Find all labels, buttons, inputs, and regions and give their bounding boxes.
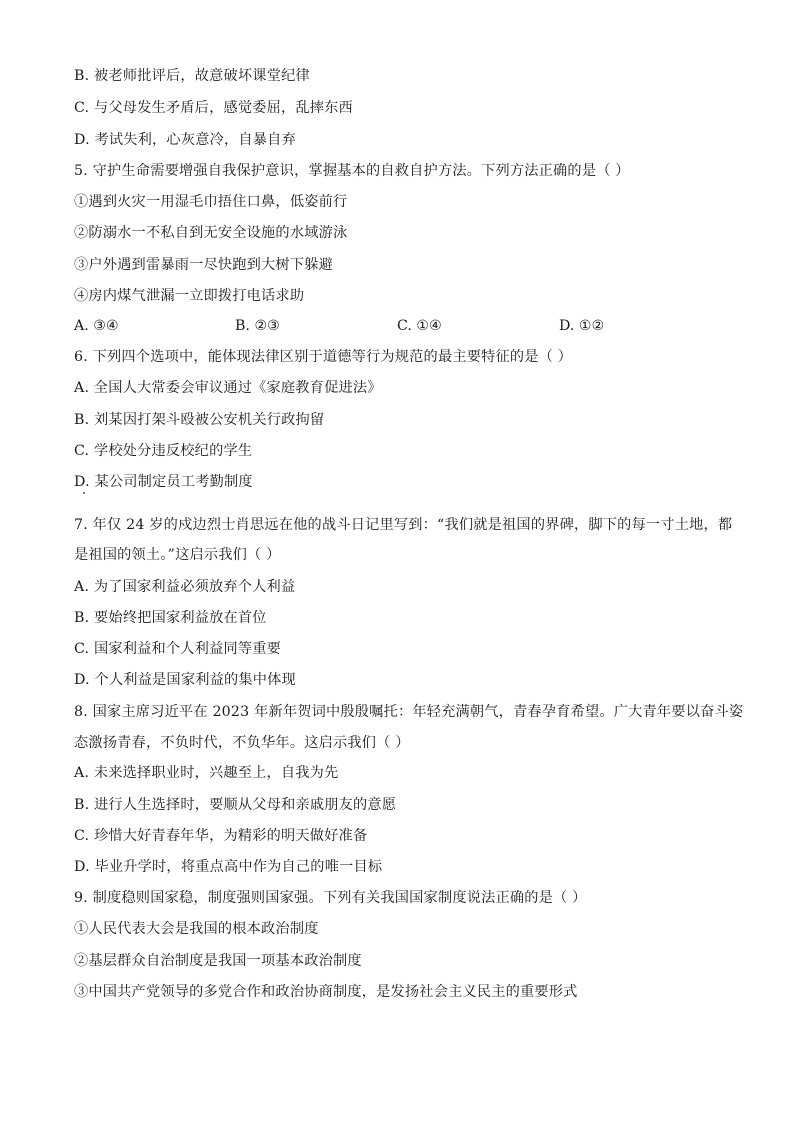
q7-option-b: B. 要始终把国家利益放在首位	[74, 610, 267, 626]
q4-option-b: B. 被老师批评后，故意破坏课堂纪律	[74, 68, 310, 84]
q5-statement-1: ①遇到火灾一用湿毛巾捂住口鼻，低姿前行	[74, 194, 348, 210]
q5-option-d: D. ①②	[559, 318, 605, 334]
q7-option-d: D. 个人利益是国家利益的集中体现	[74, 672, 296, 688]
q6-option-b: B. 刘某因打架斗殴被公安机关行政拘留	[74, 412, 325, 428]
q7-option-a: A. 为了国家利益必须放弃个人利益	[74, 579, 296, 595]
q8-option-a: A. 未来选择职业时，兴趣至上，自我为先	[74, 765, 339, 781]
stray-dot-mark	[83, 492, 85, 494]
q9-statement-2: ②基层群众自治制度是我国一项基本政治制度	[74, 953, 362, 969]
q5-statement-2: ②防溺水一不私自到无安全设施的水域游泳	[74, 225, 348, 241]
q7-stem-line-2: 是祖国的领土。”这启示我们（ ）	[74, 547, 281, 563]
q9-statement-3: ③中国共产党领导的多党合作和政治协商制度，是发扬社会主义民主的重要形式	[74, 984, 578, 1000]
q7-option-c: C. 国家利益和个人利益同等重要	[74, 641, 282, 657]
q5-statement-3: ③户外遇到雷暴雨一尽快跑到大树下躲避	[74, 257, 333, 273]
q4-option-c: C. 与父母发生矛盾后，感觉委屈，乱摔东西	[74, 100, 353, 116]
q6-option-d: D. 某公司制定员工考勤制度	[74, 474, 253, 490]
q5-option-c: C. ①④	[397, 318, 442, 334]
q5-option-a: A. ③④	[74, 318, 119, 334]
q8-stem-line-2: 态激扬青春，不负时代，不负华年。这启示我们（ ）	[74, 735, 410, 751]
q5-option-b: B. ②③	[235, 318, 280, 334]
q6-stem: 6. 下列四个选项中，能体现法律区别于道德等行为规范的最主要特征的是（ ）	[74, 349, 573, 365]
q8-stem-line-1: 8. 国家主席习近平在 2023 年新年贺词中殷殷嘱托：年轻充满朝气，青春孕育希望。广大青年要以奋斗姿	[74, 704, 744, 720]
q6-option-a: A. 全国人大常委会审议通过《家庭教育促进法》	[74, 380, 382, 396]
q4-option-d: D. 考试失利，心灰意冷，自暴自弃	[74, 132, 296, 148]
q9-statement-1: ①人民代表大会是我国的根本政治制度	[74, 921, 319, 937]
q9-stem: 9. 制度稳则国家稳，制度强则国家强。下列有关我国国家制度说法正确的是（ ）	[74, 890, 587, 906]
q5-options-row	[74, 316, 714, 336]
q6-option-c: C. 学校处分违反校纪的学生	[74, 443, 253, 459]
q7-stem-line-1: 7. 年仅 24 岁的戍边烈士肖思远在他的战斗日记里写到：“我们就是祖国的界碑，脚下的每一寸土地，都	[74, 517, 733, 533]
q8-option-b: B. 进行人生选择时，要顺从父母和亲戚朋友的意愿	[74, 797, 397, 813]
q5-stem: 5. 守护生命需要增强自我保护意识，掌握基本的自救自护方法。下列方法正确的是（ ）	[74, 163, 630, 179]
q8-option-d: D. 毕业升学时，将重点高中作为自己的唯一目标	[74, 859, 383, 875]
q8-option-c: C. 珍惜大好青春年华，为精彩的明天做好准备	[74, 828, 368, 844]
q5-statement-4: ④房内煤气泄漏一立即拨打电话求助	[74, 288, 305, 304]
